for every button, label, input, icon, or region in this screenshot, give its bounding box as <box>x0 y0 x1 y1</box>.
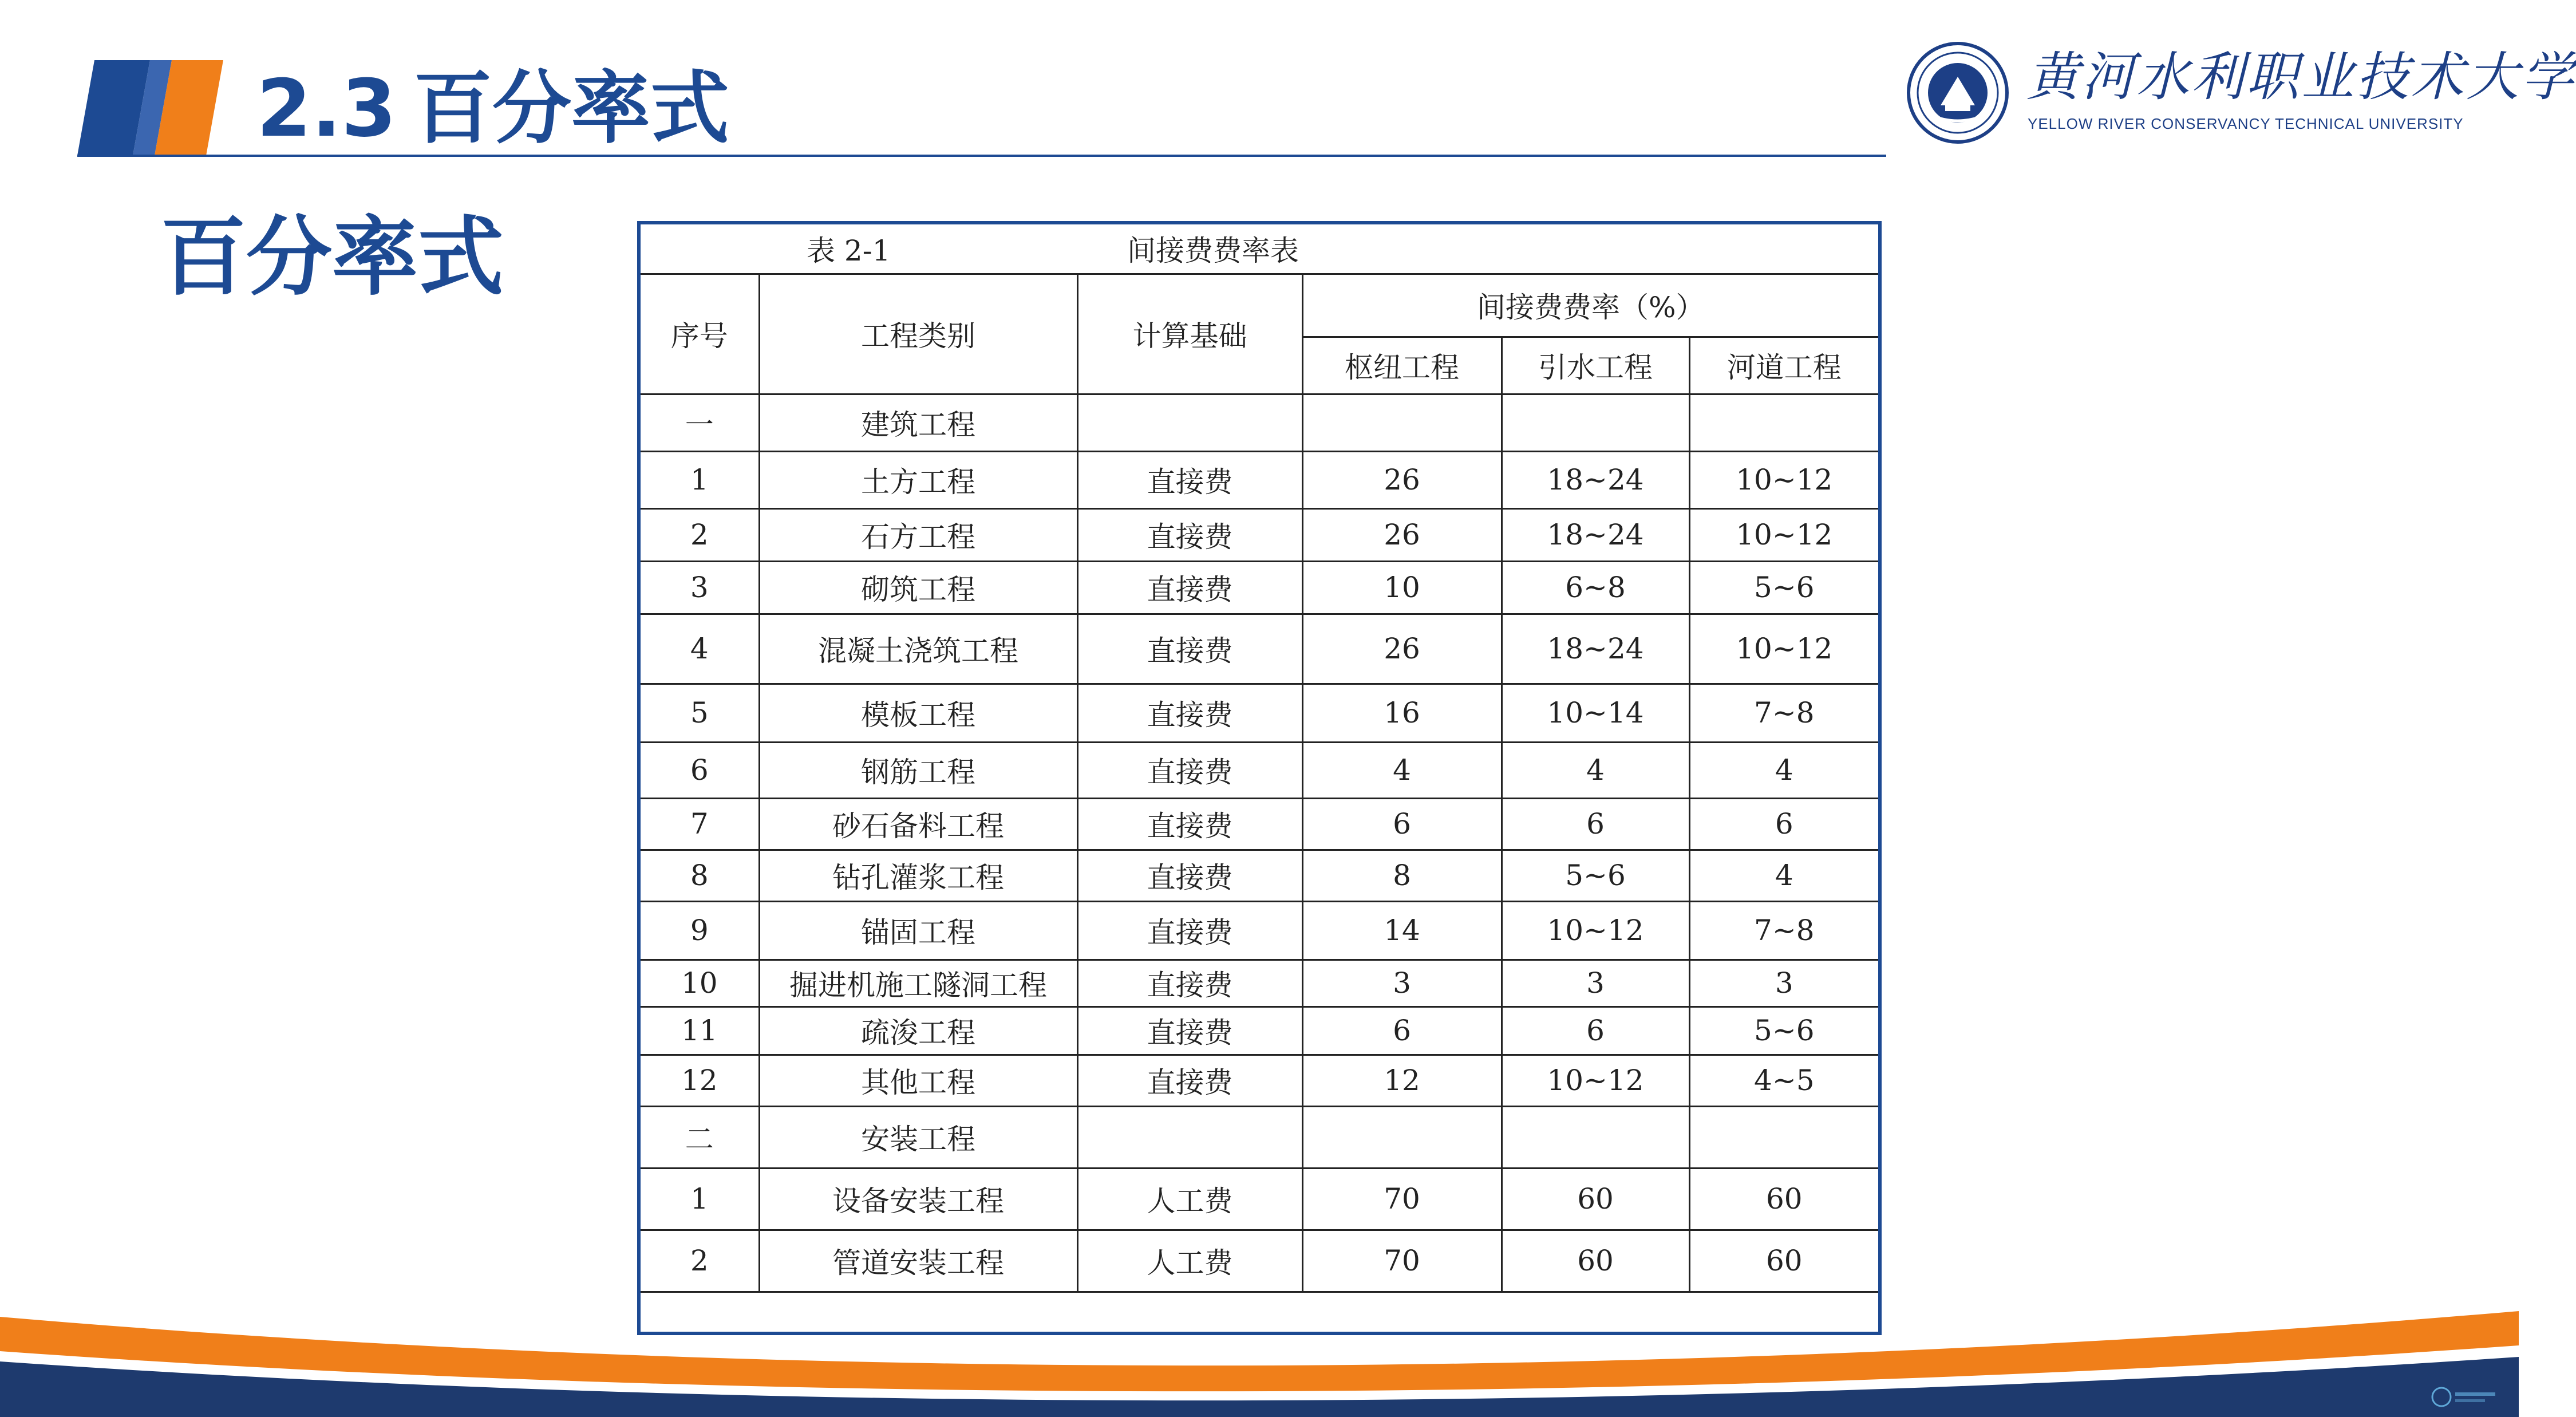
table-caption-row <box>641 224 1878 274</box>
cell-hub-rate: 26 <box>1302 508 1502 561</box>
title-bar <box>0 0 1889 166</box>
rate-table-frame <box>637 221 1882 1335</box>
cell-diversion-rate: 18~24 <box>1502 614 1689 684</box>
cell-basis <box>1077 1106 1302 1168</box>
cell-index: 6 <box>641 742 759 798</box>
cell-channel-rate: 6 <box>1689 798 1878 850</box>
cell-hub-rate: 10 <box>1302 561 1502 614</box>
table-row <box>641 508 1878 561</box>
cell-index: 3 <box>641 561 759 614</box>
cell-index: 10 <box>641 960 759 1006</box>
table-row <box>641 1106 1878 1168</box>
cell-diversion-rate <box>1502 394 1689 451</box>
cell-category: 混凝土浇筑工程 <box>759 614 1077 684</box>
header-diversion: 引水工程 <box>1502 337 1689 394</box>
cell-diversion-rate: 6 <box>1502 1006 1689 1055</box>
table-row <box>641 901 1878 960</box>
cell-channel-rate: 4 <box>1689 850 1878 901</box>
header-category: 工程类别 <box>759 274 1077 394</box>
cell-index: 二 <box>641 1106 759 1168</box>
cell-diversion-rate: 10~12 <box>1502 1055 1689 1106</box>
cell-basis: 直接费 <box>1077 684 1302 742</box>
table-row <box>641 451 1878 508</box>
cell-channel-rate: 10~12 <box>1689 614 1878 684</box>
table-row <box>641 1006 1878 1055</box>
logo-chinese-name: 黄河水利职业技术大学 <box>2026 46 2576 108</box>
cell-category: 钢筋工程 <box>759 742 1077 798</box>
cell-index: 1 <box>641 451 759 508</box>
cell-category: 设备安装工程 <box>759 1168 1077 1230</box>
cell-category: 掘进机施工隧洞工程 <box>759 960 1077 1006</box>
cell-channel-rate: 7~8 <box>1689 684 1878 742</box>
cell-index: 11 <box>641 1006 759 1055</box>
cell-channel-rate <box>1689 394 1878 451</box>
cell-diversion-rate: 10~14 <box>1502 684 1689 742</box>
cell-hub-rate: 3 <box>1302 960 1502 1006</box>
cell-index: 1 <box>641 1168 759 1230</box>
header-basis: 计算基础 <box>1077 274 1302 394</box>
cell-diversion-rate <box>1502 1106 1689 1168</box>
cell-category: 锚固工程 <box>759 901 1077 960</box>
cell-channel-rate: 10~12 <box>1689 508 1878 561</box>
cell-diversion-rate: 6~8 <box>1502 561 1689 614</box>
cell-basis: 直接费 <box>1077 508 1302 561</box>
university-logo <box>1906 40 2576 149</box>
cell-category: 疏浚工程 <box>759 1006 1077 1055</box>
cell-hub-rate: 4 <box>1302 742 1502 798</box>
cell-basis: 直接费 <box>1077 798 1302 850</box>
cell-hub-rate: 26 <box>1302 451 1502 508</box>
cell-basis: 直接费 <box>1077 850 1302 901</box>
section-number: 2.3 <box>256 62 397 155</box>
cell-hub-rate: 70 <box>1302 1168 1502 1230</box>
cell-basis: 直接费 <box>1077 901 1302 960</box>
table-row <box>641 561 1878 614</box>
cell-category: 建筑工程 <box>759 394 1077 451</box>
cell-basis: 直接费 <box>1077 1006 1302 1055</box>
cell-basis: 直接费 <box>1077 451 1302 508</box>
cell-basis: 直接费 <box>1077 1055 1302 1106</box>
cell-diversion-rate: 10~12 <box>1502 901 1689 960</box>
cell-diversion-rate: 18~24 <box>1502 451 1689 508</box>
cell-basis: 直接费 <box>1077 742 1302 798</box>
table-row <box>641 742 1878 798</box>
cell-diversion-rate: 4 <box>1502 742 1689 798</box>
cell-hub-rate <box>1302 394 1502 451</box>
cell-basis: 直接费 <box>1077 960 1302 1006</box>
cell-basis <box>1077 394 1302 451</box>
cell-hub-rate: 8 <box>1302 850 1502 901</box>
cell-channel-rate: 60 <box>1689 1230 1878 1292</box>
cell-channel-rate: 3 <box>1689 960 1878 1006</box>
cell-channel-rate: 5~6 <box>1689 561 1878 614</box>
cell-category: 石方工程 <box>759 508 1077 561</box>
table-caption-title: 间接费费率表 <box>1127 234 1299 268</box>
cell-channel-rate: 4~5 <box>1689 1055 1878 1106</box>
cell-channel-rate: 4 <box>1689 742 1878 798</box>
table-row <box>641 614 1878 684</box>
cell-basis: 直接费 <box>1077 614 1302 684</box>
cell-diversion-rate: 60 <box>1502 1168 1689 1230</box>
cell-category: 模板工程 <box>759 684 1077 742</box>
watermark-icon <box>2430 1384 2499 1410</box>
cell-index: 4 <box>641 614 759 684</box>
cell-basis: 直接费 <box>1077 561 1302 614</box>
table-row <box>641 1230 1878 1292</box>
cell-category: 管道安装工程 <box>759 1230 1077 1292</box>
logo-english-name: YELLOW RIVER CONSERVANCY TECHNICAL UNIVERSITY <box>2028 115 2464 132</box>
cell-diversion-rate: 3 <box>1502 960 1689 1006</box>
cell-hub-rate: 16 <box>1302 684 1502 742</box>
table-row <box>641 850 1878 901</box>
cell-diversion-rate: 5~6 <box>1502 850 1689 901</box>
cell-index: 12 <box>641 1055 759 1106</box>
header-rate-group: 间接费费率（%） <box>1302 274 1878 337</box>
header-index: 序号 <box>641 274 759 394</box>
cell-index: 5 <box>641 684 759 742</box>
table-row <box>641 798 1878 850</box>
cell-category: 安装工程 <box>759 1106 1077 1168</box>
cell-basis: 人工费 <box>1077 1230 1302 1292</box>
footer-wave-decoration <box>0 1294 2519 1417</box>
university-seal-icon <box>1906 41 2009 144</box>
cell-channel-rate: 7~8 <box>1689 901 1878 960</box>
table-row <box>641 394 1878 451</box>
cell-hub-rate: 6 <box>1302 1006 1502 1055</box>
table-body <box>641 394 1878 1292</box>
cell-hub-rate: 26 <box>1302 614 1502 684</box>
cell-basis: 人工费 <box>1077 1168 1302 1230</box>
header-row <box>641 274 1878 337</box>
cell-category: 钻孔灌浆工程 <box>759 850 1077 901</box>
main-heading: 百分率式 <box>160 208 504 307</box>
cell-channel-rate: 10~12 <box>1689 451 1878 508</box>
cell-index: 一 <box>641 394 759 451</box>
indirect-cost-rate-table <box>641 224 1878 1337</box>
cell-channel-rate: 60 <box>1689 1168 1878 1230</box>
cell-hub-rate: 12 <box>1302 1055 1502 1106</box>
cell-hub-rate: 14 <box>1302 901 1502 960</box>
cell-channel-rate: 5~6 <box>1689 1006 1878 1055</box>
header-channel: 河道工程 <box>1689 337 1878 394</box>
header-hub: 枢纽工程 <box>1302 337 1502 394</box>
cell-index: 2 <box>641 1230 759 1292</box>
cell-index: 9 <box>641 901 759 960</box>
cell-hub-rate: 70 <box>1302 1230 1502 1292</box>
table-caption-number: 表 2-1 <box>807 234 891 268</box>
table-row <box>641 1168 1878 1230</box>
cell-hub-rate <box>1302 1106 1502 1168</box>
cell-diversion-rate: 6 <box>1502 798 1689 850</box>
cell-category: 砂石备料工程 <box>759 798 1077 850</box>
title-stripes-icon <box>0 0 240 166</box>
cell-category: 砌筑工程 <box>759 561 1077 614</box>
cell-channel-rate <box>1689 1106 1878 1168</box>
table-row <box>641 684 1878 742</box>
section-title: 百分率式 <box>413 62 730 155</box>
cell-diversion-rate: 60 <box>1502 1230 1689 1292</box>
cell-index: 2 <box>641 508 759 561</box>
cell-category: 土方工程 <box>759 451 1077 508</box>
cell-category: 其他工程 <box>759 1055 1077 1106</box>
cell-index: 8 <box>641 850 759 901</box>
cell-index: 7 <box>641 798 759 850</box>
cell-diversion-rate: 18~24 <box>1502 508 1689 561</box>
table-row <box>641 1055 1878 1106</box>
header-divider <box>77 155 1886 157</box>
cell-hub-rate: 6 <box>1302 798 1502 850</box>
table-row <box>641 960 1878 1006</box>
